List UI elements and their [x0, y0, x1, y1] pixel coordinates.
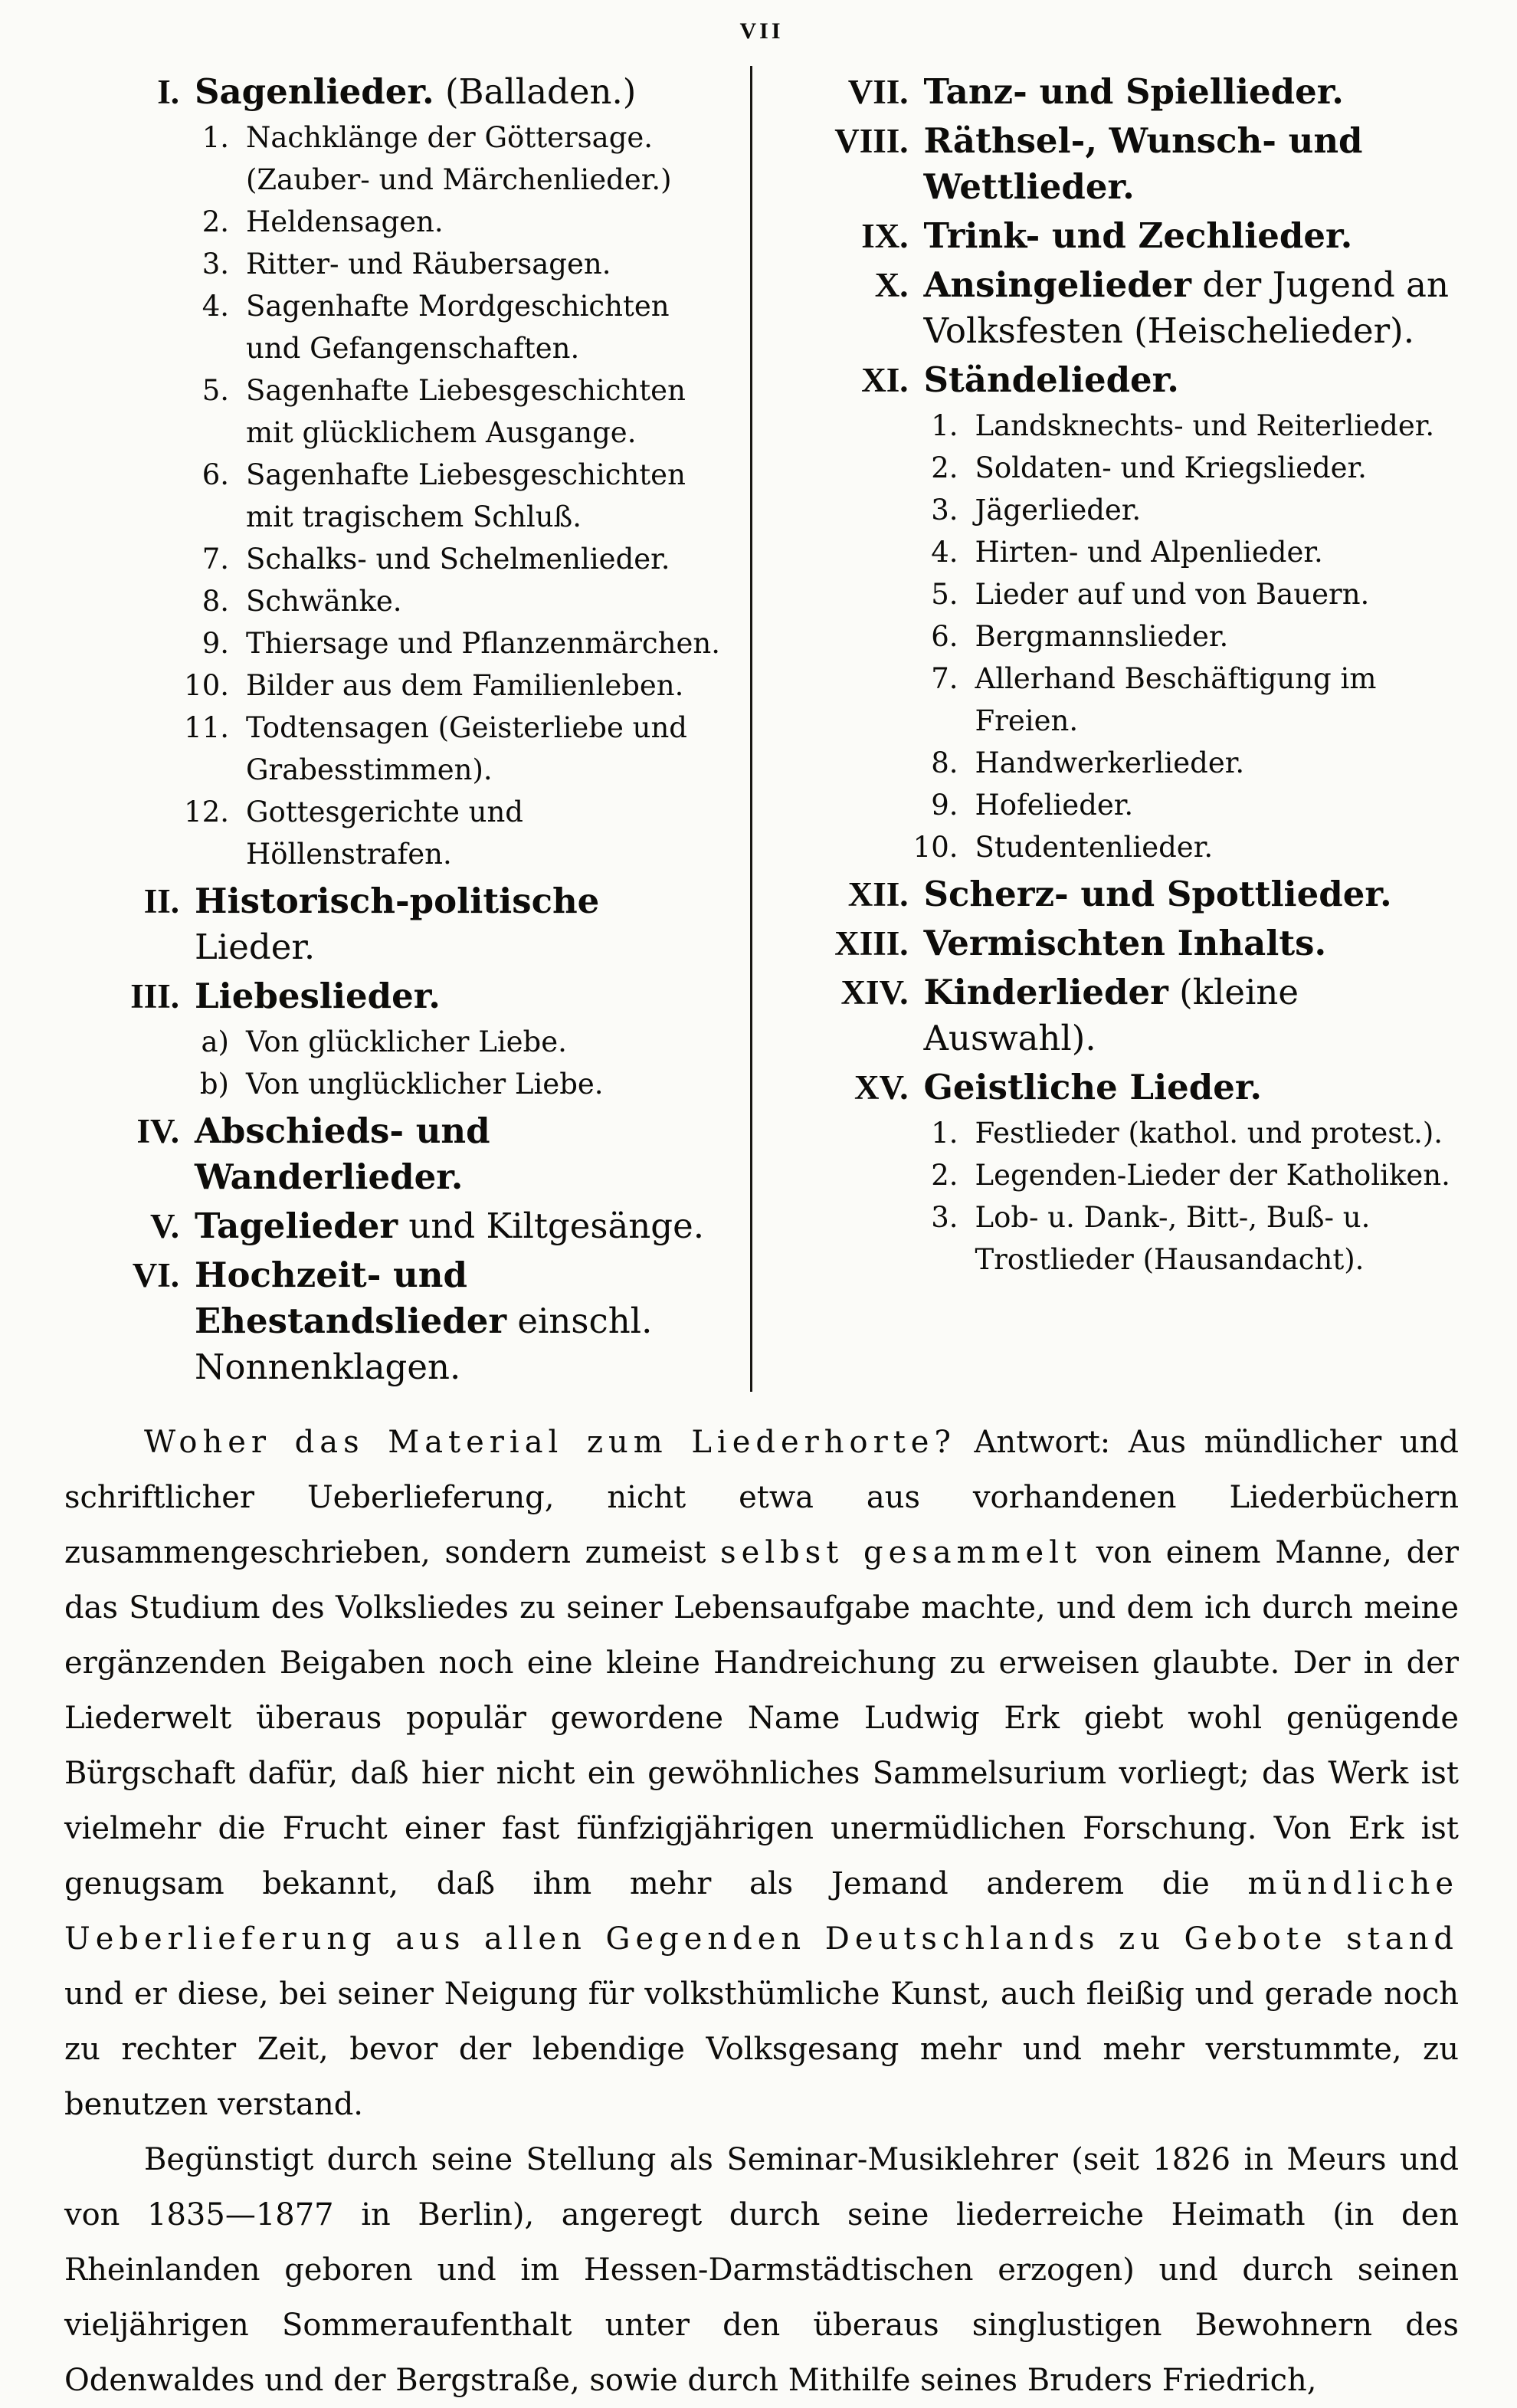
item-number: 4. [931, 536, 958, 569]
item-number: 8. [202, 585, 229, 618]
toc-heading-iii [64, 973, 730, 1019]
section-title-main: Kinderlieder [923, 972, 1168, 1012]
item-number: b) [199, 1068, 229, 1101]
item-number: 3. [931, 1201, 958, 1234]
paragraph-text: Antwort: Aus mündlicher und schriftlicher Ueberlieferung, nicht etwa aus vorhandenen Liederbüchern zusammengeschrieben, sondern zumeist [64, 1425, 1460, 1570]
section-numeral: III. [130, 977, 179, 1015]
section-title-main: Historisch-politische [195, 881, 600, 921]
toc-column-right [752, 66, 1460, 1392]
item-text: Heldensagen. [246, 205, 444, 238]
section-numeral: VI. [132, 1256, 179, 1294]
section-numeral: XI. [861, 361, 909, 399]
toc-heading-vi [64, 1252, 730, 1390]
paragraph-emphasis: mündliche Ueberlieferung aus allen Gegenden Deutschlands zu Gebote stand [64, 1866, 1459, 1957]
toc-item [64, 243, 730, 285]
toc-item [64, 454, 730, 538]
toc-column-left [64, 66, 750, 1392]
toc-item [794, 826, 1460, 868]
item-number: 10. [184, 669, 229, 702]
section-title [924, 118, 1460, 210]
item-text: Bilder aus dem Familienleben. [246, 669, 684, 702]
item-text: Studentenlieder. [975, 831, 1214, 864]
toc-item [64, 580, 730, 622]
item-number: 4. [202, 290, 229, 323]
item-number: 1. [931, 409, 958, 442]
section-numeral: V. [150, 1207, 179, 1245]
item-number: 10. [912, 831, 958, 864]
section-title-rest: und Kiltgesänge. [408, 1206, 705, 1246]
section-title-rest: Lieder. [195, 927, 316, 967]
section-title [924, 69, 1460, 115]
item-number: 12. [184, 796, 229, 828]
section-numeral: XV. [854, 1068, 909, 1107]
toc-item [794, 784, 1460, 826]
toc-item [64, 707, 730, 791]
section-title-main: Ständelieder. [923, 359, 1179, 400]
section-numeral: XIII. [834, 924, 909, 963]
toc-item [794, 489, 1460, 531]
toc-item [64, 664, 730, 707]
toc-heading-i [64, 69, 730, 115]
toc-heading-xiv [794, 969, 1460, 1061]
item-number: 11. [184, 711, 229, 744]
section-title [195, 973, 730, 1019]
paragraph-text: und er diese, bei seiner Neigung für volksthümliche Kunst, auch fleißig und gerade noch zu rechter Zeit, bevor der lebendige Volksgesang mehr und mehr verstummte, zu benutzen verstand. [64, 1977, 1459, 2122]
paragraph-text: von einem Manne, der das Studium des Volksliedes zu seiner Lebensaufgabe machte, und dem ich durch meine ergänzenden Beigaben noch eine kleine Handreichung zu erweisen glaubte. Der in der Liederwelt überaus populär gewordene Name Ludwig Erk giebt wohl genügende Bürgschaft dafür, daß hier nicht ein gewöhnliches Sammelsurium vorliegt; das Werk ist vielmehr die Frucht einer fast fünfzigjährigen unermüdlichen Forschung. Von Erk ist genugsam bekannt, daß ihm mehr als Jemand anderem die [64, 1535, 1460, 1901]
toc-heading-x [794, 262, 1460, 354]
section-title-main: Ansingelieder [923, 264, 1191, 305]
item-text: Handwerkerlieder. [975, 746, 1245, 779]
section-numeral: IX. [861, 217, 909, 255]
toc-heading-xi [794, 357, 1460, 403]
toc-item [794, 658, 1460, 742]
item-text: Todtensagen (Geisterliebe und Grabesstimmen). [246, 711, 687, 786]
item-number: 2. [931, 451, 958, 484]
section-title-main: Räthsel-, Wunsch- und Wettlieder. [923, 120, 1363, 207]
item-number: 3. [931, 494, 958, 527]
intro-paragraph [64, 1415, 1459, 2132]
item-text: Lieder auf und von Bauern. [975, 578, 1370, 611]
section-title-main: Abschieds- und Wanderlieder. [195, 1111, 490, 1197]
toc-item [64, 285, 730, 369]
item-text: Sagenhafte Mordgeschichten und Gefangenschaften. [246, 290, 670, 365]
body-text [64, 1415, 1459, 2408]
toc-item [64, 369, 730, 454]
toc-item [64, 538, 730, 580]
item-text: Ritter- und Räubersagen. [246, 248, 611, 280]
toc-heading-iv [64, 1108, 730, 1200]
toc-item [794, 405, 1460, 447]
item-number: 1. [202, 121, 229, 154]
item-number: 9. [202, 627, 229, 660]
toc-item [794, 531, 1460, 573]
section-title-main: Sagenlieder. [195, 71, 434, 112]
toc-item [794, 573, 1460, 615]
item-text: Von glücklicher Liebe. [246, 1025, 567, 1058]
section-title-main: Trink- und Zechlieder. [923, 215, 1353, 256]
item-number: 9. [931, 789, 958, 822]
item-text: Nachklänge der Göttersage. (Zauber- und Märchenlieder.) [246, 121, 672, 196]
section-title [195, 1108, 730, 1200]
item-text: Hirten- und Alpenlieder. [975, 536, 1323, 569]
item-text: Legenden-Lieder der Katholiken. [975, 1159, 1450, 1192]
toc-heading-viii [794, 118, 1460, 210]
toc-heading-vii [794, 69, 1460, 115]
section-numeral: I. [157, 73, 179, 111]
item-number: 7. [202, 543, 229, 576]
section-numeral: II. [143, 882, 179, 920]
item-number: 2. [202, 205, 229, 238]
section-title-main: Scherz- und Spottlieder. [923, 874, 1392, 914]
section-numeral: X. [874, 266, 909, 304]
item-number: 1. [931, 1117, 958, 1150]
item-number: 6. [931, 620, 958, 653]
section-title-rest: (Balladen.) [444, 71, 637, 112]
toc-item [64, 622, 730, 664]
biography-paragraph [64, 2132, 1459, 2408]
item-number: 7. [931, 662, 958, 695]
toc-item [64, 791, 730, 875]
toc-heading-xii [794, 871, 1460, 917]
section-title-rest: einschl. Nonnenklagen. [195, 1301, 653, 1387]
item-text: Festlieder (kathol. und protest.). [975, 1117, 1443, 1150]
toc-item [64, 116, 730, 201]
item-text: Schalks- und Schelmenlieder. [246, 543, 670, 576]
section-title [195, 1203, 730, 1249]
toc-item [794, 742, 1460, 784]
item-number: 2. [931, 1159, 958, 1192]
item-number: 5. [931, 578, 958, 611]
page-number: VII [739, 18, 784, 44]
table-of-contents [64, 66, 1459, 1392]
section-numeral: VIII. [834, 122, 909, 160]
section-title-main: Geistliche Lieder. [923, 1067, 1263, 1107]
paragraph-emphasis: selbst gesammelt [720, 1535, 1083, 1570]
toc-heading-v [64, 1203, 730, 1249]
item-number: a) [201, 1025, 229, 1058]
item-number: 8. [931, 746, 958, 779]
toc-item [64, 1021, 730, 1063]
item-text: Hofelieder. [975, 789, 1134, 822]
paragraph-text: Begünstigt durch seine Stellung als Seminar-Musiklehrer (seit 1826 in Meurs und von 1835—1877 in Berlin), angeregt durch seine liederreiche Heimath (in den Rheinlanden geboren und im Hessen-Darmstädtischen erzogen) und durch seinen vieljährigen Sommeraufenthalt unter den überaus singlustigen Bewohnern des Odenwaldes und der Bergstraße, sowie durch Mithilfe seines Bruders Friedrich, [64, 2142, 1459, 2398]
section-title-main: Tanz- und Spiellieder. [923, 71, 1344, 112]
item-number: 6. [202, 458, 229, 491]
item-text: Bergmannslieder. [975, 620, 1229, 653]
section-title [924, 262, 1460, 354]
toc-heading-xiii [794, 920, 1460, 966]
item-text: Sagenhafte Liebesgeschichten mit glücklichem Ausgange. [246, 374, 686, 449]
item-text: Sagenhafte Liebesgeschichten mit tragischem Schluß. [246, 458, 686, 533]
section-title [924, 1065, 1460, 1111]
item-text: Schwänke. [246, 585, 402, 618]
item-text: Soldaten- und Kriegslieder. [975, 451, 1367, 484]
section-title [195, 878, 730, 970]
section-title-main: Hochzeit- und Ehestandslieder [195, 1255, 507, 1341]
toc-heading-xv [794, 1065, 1460, 1111]
section-title-main: Liebeslieder. [195, 976, 441, 1016]
item-text: Landsknechts- und Reiterlieder. [975, 409, 1435, 442]
section-title [924, 969, 1460, 1061]
item-text: Gottesgerichte und Höllenstrafen. [246, 796, 523, 871]
item-number: 5. [202, 374, 229, 407]
toc-item [64, 201, 730, 243]
paragraph-emphasis: Woher das Material zum Liederhorte? [144, 1425, 956, 1460]
item-text: Thiersage und Pflanzenmärchen. [246, 627, 720, 660]
section-title [924, 357, 1460, 403]
section-numeral: VII. [847, 73, 909, 111]
item-number: 3. [202, 248, 229, 280]
item-text: Von unglücklicher Liebe. [246, 1068, 604, 1101]
toc-item [794, 1154, 1460, 1196]
section-title [195, 69, 730, 115]
section-title-rest: der Jugend an Volksfesten (Heischelieder). [923, 264, 1449, 351]
toc-item [794, 447, 1460, 489]
toc-heading-ii [64, 878, 730, 970]
section-title [924, 920, 1460, 966]
toc-heading-ix [794, 213, 1460, 259]
item-text: Lob- u. Dank-, Bitt-, Buß- u. Trostlieder (Hausandacht). [975, 1201, 1371, 1276]
toc-item [64, 1063, 730, 1105]
toc-item [794, 1112, 1460, 1154]
section-numeral: IV. [136, 1112, 179, 1150]
section-title-rest: (kleine Auswahl). [923, 972, 1299, 1058]
toc-item [794, 615, 1460, 658]
section-title-main: Tagelieder [195, 1206, 398, 1246]
section-title-main: Vermischten Inhalts. [923, 923, 1327, 963]
item-text: Jägerlieder. [975, 494, 1142, 527]
item-text: Allerhand Beschäftigung im Freien. [975, 662, 1377, 737]
toc-item [794, 1196, 1460, 1281]
section-title [195, 1252, 730, 1390]
section-numeral: XII. [847, 875, 909, 914]
section-title [924, 871, 1460, 917]
section-numeral: XIV. [840, 973, 909, 1012]
section-title [924, 213, 1460, 259]
